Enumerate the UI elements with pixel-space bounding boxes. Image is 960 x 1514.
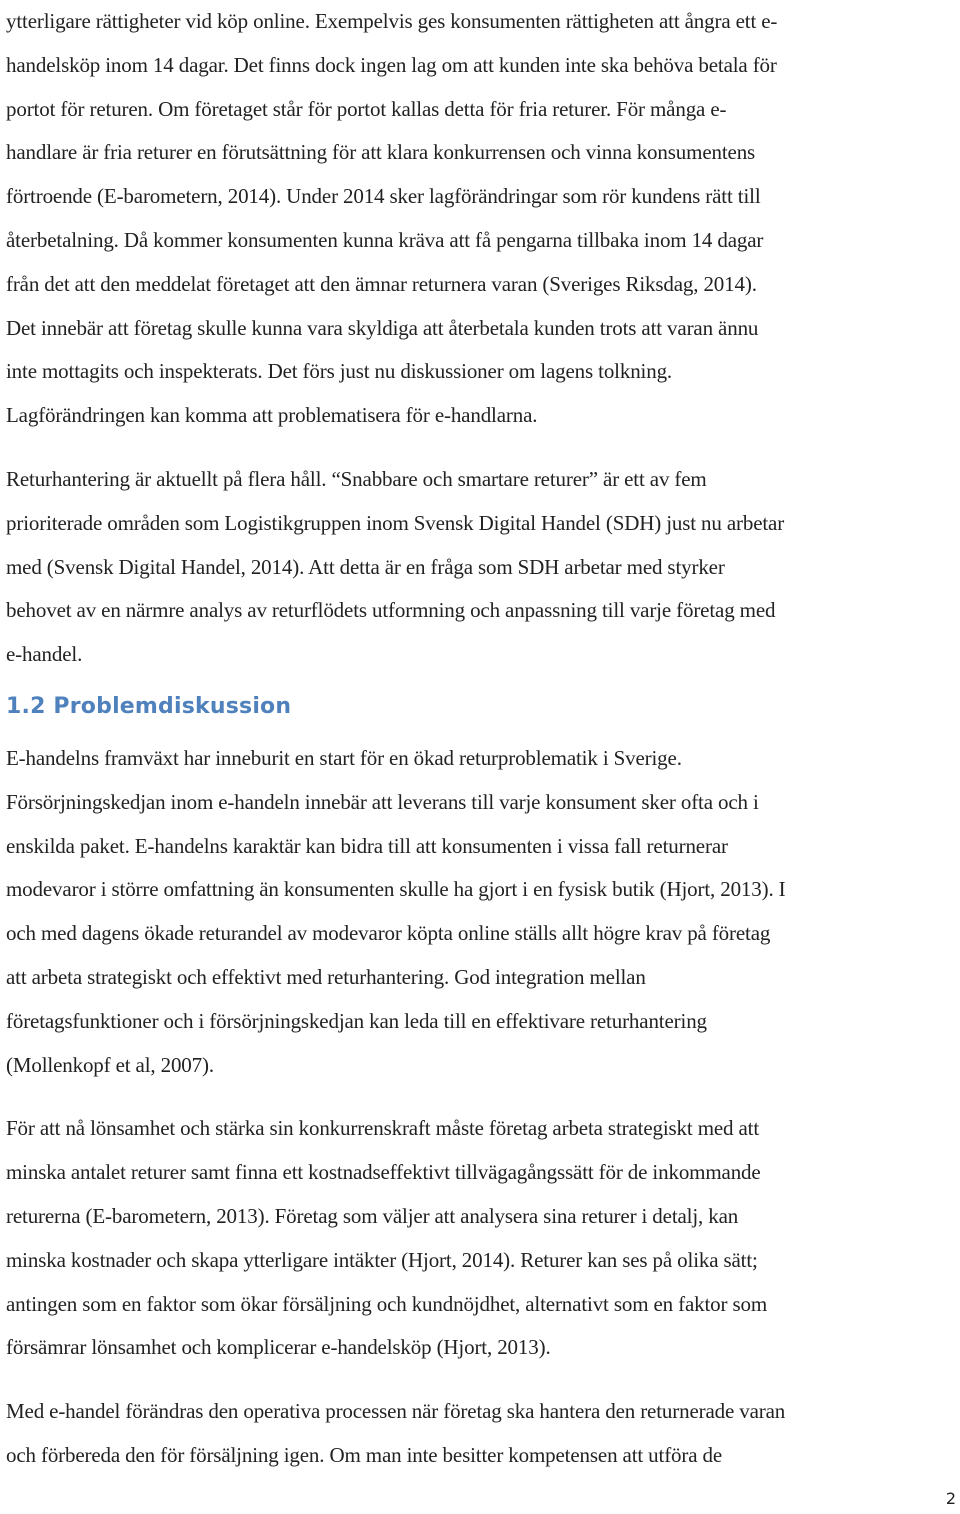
- text-line: med (Svensk Digital Handel, 2014). Att detta är en fråga som SDH arbetar med styrker: [6, 554, 725, 579]
- text-line: portot för returen. Om företaget står för portot kallas detta för fria returer. För många e-: [6, 96, 727, 121]
- text-line: från det att den meddelat företaget att den ämnar returnera varan (Sveriges Riksdag, 2014).: [6, 271, 757, 296]
- text-line: Det innebär att företag skulle kunna vara skyldiga att återbetala kunden trots att varan ännu: [6, 315, 759, 340]
- text-line: Med e-handel förändras den operativa processen när företag ska hantera den returnerade varan: [6, 1399, 786, 1424]
- text-line: återbetalning. Då kommer konsumenten kunna kräva att få pengarna tillbaka inom 14 dagar: [6, 227, 764, 252]
- text-line: enskilda paket. E-handelns karaktär kan bidra till att konsumenten i vissa fall returnerar: [6, 833, 728, 858]
- paragraph-consumer-rights: [6, 0, 960, 438]
- text-line: behovet av en närmre analys av returflödets utformning och anpassning till varje företag med: [6, 598, 776, 623]
- paragraph-problem-discussion: [6, 737, 960, 1087]
- text-line: antingen som en faktor som ökar försäljning och kundnöjdhet, alternativt som en faktor som: [6, 1291, 767, 1316]
- text-line: Lagförändringen kan komma att problematisera för e-handlarna.: [6, 403, 538, 428]
- page-number: 2: [945, 1489, 956, 1508]
- text-line: handelsköp inom 14 dagar. Det finns dock ingen lag om att kunden inte ska behöva betala för: [6, 52, 777, 77]
- text-line: modevaror i större omfattning än konsumenten skulle ha gjort i en fysisk butik (Hjort, 2013). I: [6, 877, 786, 902]
- text-line: inte mottagits och inspekterats. Det förs just nu diskussioner om lagens tolkning.: [6, 359, 673, 384]
- text-line: ytterligare rättigheter vid köp online. Exempelvis ges konsumenten rättigheten att ångra ett e-: [6, 9, 778, 33]
- text-line: försämrar lönsamhet och komplicerar e-handelsköp (Hjort, 2013).: [6, 1335, 551, 1360]
- text-line: förtroende (E-barometern, 2014). Under 2014 sker lagförändringar som rör kundens rätt till: [6, 184, 761, 209]
- text-line: och med dagens ökade returandel av modevaror köpta online ställs allt högre krav på företag: [6, 921, 771, 946]
- text-line: För att nå lönsamhet och stärka sin konkurrenskraft måste företag arbeta strategiskt med att: [6, 1116, 760, 1141]
- text-line: företagsfunktioner och i försörjningskedjan kan leda till en effektivare returhantering: [6, 1008, 707, 1033]
- section-heading: 1.2 Problemdiskussion: [6, 693, 292, 719]
- text-line: att arbeta strategiskt och effektivt med returhantering. God integration mellan: [6, 964, 646, 989]
- paragraph-spacer: [6, 1370, 960, 1390]
- text-line: minska kostnader och skapa ytterligare intäkter (Hjort, 2014). Returer kan ses på olika sätt;: [6, 1247, 758, 1272]
- text-line: och förbereda den för försäljning igen. Om man inte besitter kompetensen att utföra de: [6, 1442, 723, 1467]
- text-line: handlare är fria returer en förutsättning för att klara konkurrensen och vinna konsumentens: [6, 140, 756, 165]
- text-line: E-handelns framväxt har inneburit en start för en ökad returproblematik i Sverige.: [6, 745, 682, 770]
- text-line: (Mollenkopf et al, 2007).: [6, 1052, 214, 1077]
- page-content: [6, 0, 960, 1478]
- paragraph-profitability: [6, 1107, 960, 1370]
- text-line: Försörjningskedjan inom e-handeln innebär att leverans till varje konsument sker ofta och i: [6, 789, 759, 814]
- paragraph-operative-process: [6, 1390, 960, 1478]
- paragraph-spacer: [6, 438, 960, 458]
- text-line: minska antalet returer samt finna ett kostnadseffektivt tillvägagångssätt för de inkommande: [6, 1160, 761, 1185]
- paragraph-return-handling: [6, 458, 960, 677]
- text-line: e-handel.: [6, 642, 83, 667]
- paragraph-spacer: [6, 1087, 960, 1107]
- text-line: prioriterade områden som Logistikgruppen inom Svensk Digital Handel (SDH) just nu arbetar: [6, 510, 785, 535]
- text-line: returerna (E-barometern, 2013). Företag som väljer att analysera sina returer i detalj, kan: [6, 1203, 739, 1228]
- text-line: Returhantering är aktuellt på flera håll. “Snabbare och smartare returer” är ett av fem: [6, 466, 707, 491]
